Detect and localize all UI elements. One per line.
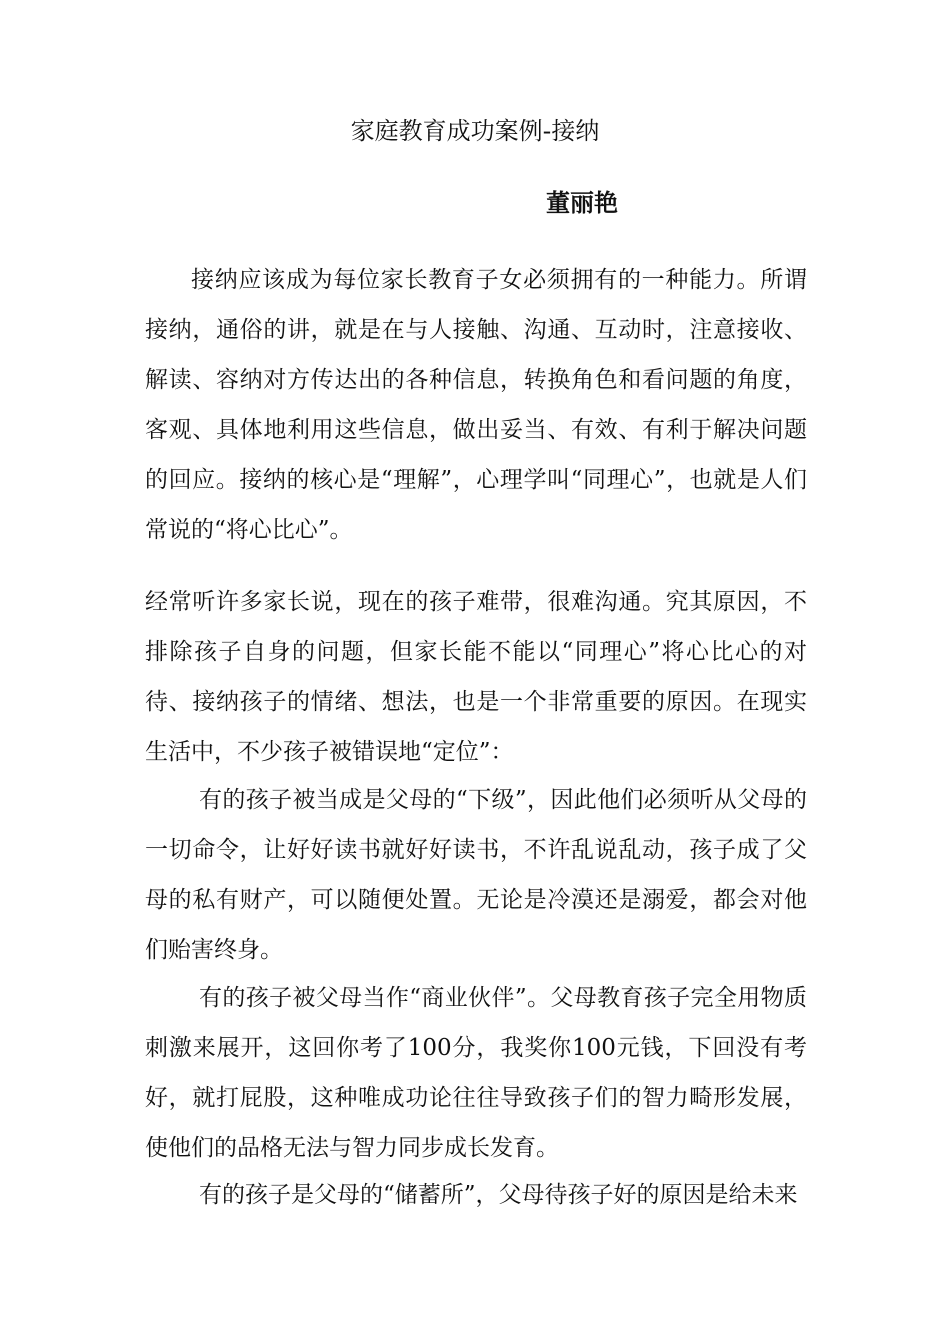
paragraph-subordinate-case: 有的孩子被当成是父母的“下级”，因此他们必须听从父母的一切命令，让好好读书就好好读书，不许乱说乱动，孩子成了父母的私有财产，可以随便处置。无论是冷漠还是溺爱，都会对他们贻害终身。 <box>145 787 807 963</box>
paragraph-business-partner-case: 有的孩子被父母当作“商业伙伴”。父母教育孩子完全用物质刺激来展开，这回你考了100分，我奖你100元钱，下回没有考好，就打屁股，这种唯成功论往往导致孩子们的智力畸形发展，使他们的品格无法与智力同步成长发育。 <box>145 985 807 1161</box>
paragraph-acceptance-definition: 接纳应该成为每位家长教育子女必须拥有的一种能力。所谓接纳，通俗的讲，就是在与人接触、沟通、互动时，注意接收、解读、容纳对方传达出的各种信息，转换角色和看问题的角度，客观、具体地利用这些信息，做出妥当、有效、有利于解决问题的回应。接纳的核心是“理解”，心理学叫“同理心”，也就是人们常说的“将心比心”。 <box>145 267 807 543</box>
document-title: 家庭教育成功案例-接纳 <box>350 117 600 145</box>
paragraph-parent-complaints: 经常听许多家长说，现在的孩子难带，很难沟通。究其原因，不排除孩子自身的问题，但家长能不能以“同理心”将心比心的对待、接纳孩子的情绪、想法，也是一个非常重要的原因。在现实生活中，不少孩子被错误地“定位”： <box>145 589 807 765</box>
paragraph-savings-case: 有的孩子是父母的“储蓄所”，父母待孩子好的原因是给未来 <box>199 1182 798 1208</box>
document-author: 董丽艳 <box>546 189 618 217</box>
